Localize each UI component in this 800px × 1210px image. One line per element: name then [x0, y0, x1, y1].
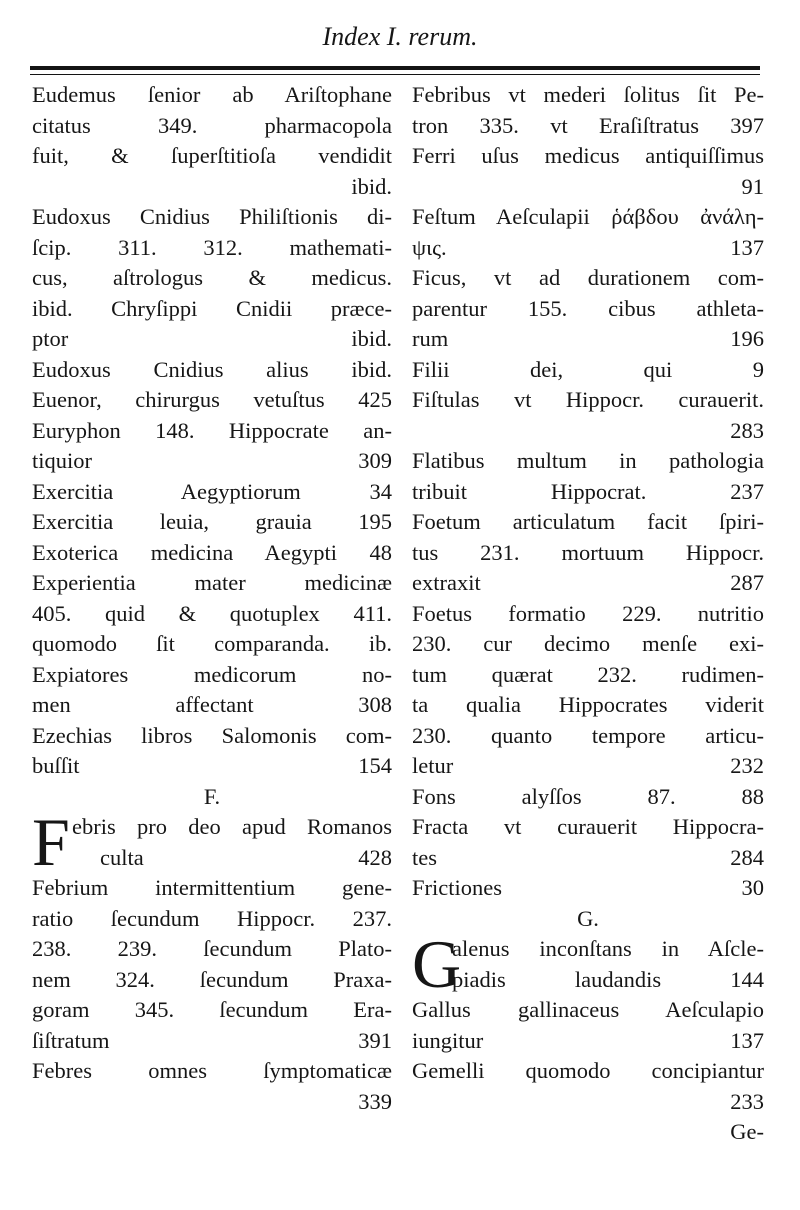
index-entry — [412, 446, 764, 507]
entry-line — [32, 477, 392, 508]
entry-text: tribuit Hippocrat. — [412, 478, 647, 504]
page-ref: 309 — [358, 448, 392, 473]
entry-line: goram 345. ſecundum Era- — [32, 997, 392, 1022]
page-ref: 34 — [369, 478, 392, 504]
entry-line: Eudoxus Cnidius Philiſtionis di- — [32, 204, 392, 229]
index-entry — [32, 568, 392, 660]
index-entry — [412, 385, 764, 446]
dropcap-entry — [412, 926, 765, 1002]
index-entry — [412, 995, 764, 1056]
dropcap-letter: G — [412, 926, 462, 1002]
entry-line — [412, 873, 764, 904]
page-ref: 9 — [752, 356, 764, 382]
entry-line — [412, 751, 764, 782]
page-ref: 233 — [730, 1088, 764, 1114]
index-entry — [412, 80, 764, 141]
section-heading-f: F. — [203, 783, 221, 809]
entry-line: tum quærat 232. rudimen- — [412, 661, 764, 687]
page-ref: 339 — [358, 1088, 392, 1114]
entry-line: Fiſtulas vt Hippocr. curauerit. — [412, 387, 764, 412]
page-ref: 48 — [369, 539, 392, 565]
index-entry — [32, 538, 392, 569]
entry-line — [412, 782, 765, 813]
entry-line: ta qualia Hippocrates viderit — [412, 692, 764, 717]
page-ref: 137 — [730, 234, 764, 260]
page-ref: 283 — [730, 417, 764, 443]
entry-text: Frictiones — [412, 875, 502, 900]
entry-line: 405. quid & quotuplex 411. — [32, 600, 392, 626]
header-rule-thin — [30, 74, 760, 75]
entry-text: letur — [412, 753, 454, 778]
entry-line — [32, 751, 392, 782]
entry-line — [32, 446, 392, 477]
entry-line: fuit, & ſuperſtitioſa vendidit — [32, 143, 392, 168]
entry-line: citatus 349. pharmacopola — [32, 112, 392, 138]
entry-text: tiquior — [32, 448, 92, 473]
page-ref: 196 — [730, 326, 764, 351]
index-entry — [32, 80, 392, 202]
entry-line: nem 324. ſecundum Praxa- — [32, 966, 392, 992]
index-entry — [412, 812, 764, 873]
entry-line — [32, 538, 392, 569]
entry-line: Flatibus multum in pathologia — [412, 448, 764, 473]
page-ref: ibid. — [351, 356, 393, 382]
index-entry — [32, 1056, 392, 1117]
entry-line — [72, 843, 392, 874]
entry-text: men affectant — [32, 692, 254, 717]
page-ref: 284 — [730, 844, 764, 870]
entry-line: tron 335. vt Eraſiſtratus 397 — [412, 112, 764, 138]
page-ref: 308 — [358, 692, 393, 717]
index-entry — [32, 477, 392, 508]
index-entry — [412, 507, 764, 599]
index-entry — [412, 599, 764, 782]
entry-text: Exercitia leuia, grauia — [32, 509, 312, 534]
index-entry — [412, 1056, 764, 1117]
entry-line: Febres omnes ſymptomaticæ — [32, 1058, 392, 1083]
entry-text: buſſit — [32, 753, 80, 778]
index-entry — [32, 416, 392, 477]
entry-text: culta — [100, 844, 144, 870]
index-entry — [412, 141, 764, 202]
entry-line: Euryphon 148. Hippocrate an- — [32, 417, 392, 443]
page-ref: 30 — [741, 875, 764, 900]
entry-line: Febrium intermittentium gene- — [32, 875, 392, 900]
entry-text: iungitur — [412, 1027, 484, 1053]
entry-line: Foetus formatio 229. nutritio — [412, 600, 764, 626]
entry-line — [412, 477, 764, 508]
page-ref: 195 — [358, 509, 392, 534]
entry-line: Foetum articulatum facit ſpiri- — [412, 509, 764, 534]
page-ref: 237 — [730, 478, 764, 504]
entry-text: extraxit — [412, 570, 481, 595]
entry-line — [452, 965, 764, 996]
entry-text: Exercitia Aegyptiorum — [32, 478, 301, 504]
index-entry — [412, 263, 764, 355]
entry-line: Feſtum Aeſculapii ῥάβδου ἀνάλη- — [412, 204, 764, 229]
entry-line — [412, 233, 764, 264]
entry-line: Eudemus ſenior ab Ariſtophane — [32, 82, 392, 107]
catchword: Ge- — [730, 1119, 764, 1144]
left-column — [32, 80, 392, 1117]
entry-text: Filii dei, qui — [412, 356, 673, 382]
index-entry — [32, 385, 392, 416]
entry-line — [32, 507, 392, 538]
entry-line: Expiatores medicorum no- — [32, 661, 392, 687]
entry-line: Gallus gallinaceus Aeſculapio — [412, 997, 764, 1022]
index-entry — [32, 721, 392, 782]
index-entry — [32, 202, 392, 355]
index-entry — [412, 782, 764, 813]
index-entry — [412, 355, 764, 386]
entry-text: Fons alyſſos — [412, 783, 582, 809]
entry-line: quomodo ſit comparanda. ib. — [32, 631, 392, 656]
dropcap-letter: F — [32, 804, 70, 880]
entry-line: ebris pro deo apud Romanos — [72, 814, 392, 839]
page-ref: ibid. — [351, 173, 392, 199]
entry-text: Eudoxus Cnidius alius — [32, 356, 309, 382]
dropcap-entry — [32, 804, 392, 880]
entry-line: tus 231. mortuum Hippocr. — [412, 539, 764, 565]
page-ref: 137 — [730, 1027, 764, 1053]
entry-line — [412, 843, 764, 874]
entry-line: Ficus, vt ad durationem com- — [412, 265, 764, 290]
index-entry — [412, 202, 764, 263]
header-rule — [30, 66, 760, 70]
entry-line: Ferri uſus medicus antiquiſſimus — [412, 143, 764, 168]
entry-line — [412, 355, 764, 386]
index-entry — [32, 873, 392, 1056]
entry-line: ibid. Chryſippi Cnidii præce- — [32, 295, 392, 321]
page-ref: 144 — [730, 966, 765, 992]
entry-text: piadis laudandis — [452, 966, 662, 992]
index-entry — [32, 355, 392, 386]
entry-line — [32, 1026, 392, 1057]
section-heading-g: G. — [577, 905, 599, 931]
entry-line: 230. quanto tempore articu- — [412, 722, 764, 748]
entry-line — [32, 355, 393, 386]
page-ref: ibid. — [351, 326, 392, 351]
entry-line: Euenor, chirurgus vetuſtus 425 — [32, 387, 392, 412]
entry-line: 238. 239. ſecundum Plato- — [32, 936, 392, 961]
entry-line: Febribus vt mederi ſolitus ſit Pe- — [412, 82, 764, 107]
entry-line: 230. cur decimo menſe exi- — [412, 631, 764, 656]
entry-text: tes — [412, 844, 437, 870]
entry-line: Gemelli quomodo concipiantur — [412, 1058, 764, 1083]
entry-line: Ezechias libros Salomonis com- — [32, 722, 392, 748]
entry-line: cus, aſtrologus & medicus. — [32, 265, 392, 290]
page-ref: 287 — [730, 570, 764, 595]
index-entry — [412, 873, 764, 904]
entry-line: ratio ſecundum Hippocr. 237. — [32, 905, 392, 931]
entry-line: alenus inconſtans in Aſcle- — [452, 936, 764, 961]
entry-text: ſiſtratum — [32, 1027, 110, 1053]
entry-line: Fracta vt curauerit Hippocra- — [412, 814, 764, 839]
entry-text: Exoterica medicina Aegypti — [32, 539, 337, 565]
page-ref: 428 — [358, 844, 392, 870]
index-entry — [32, 507, 392, 538]
entry-line — [32, 690, 393, 721]
entry-line — [32, 324, 392, 355]
entry-text: ψις. — [412, 234, 447, 260]
running-head: Index I. rerum. — [322, 22, 478, 51]
entry-line: Experientia mater medicinæ — [32, 570, 392, 595]
right-column — [412, 80, 764, 1148]
entry-line: ſcip. 311. 312. mathemati- — [32, 234, 392, 260]
entry-line — [412, 1026, 764, 1057]
page-ref: 154 — [358, 753, 392, 778]
page-ref: 232 — [730, 753, 764, 778]
entry-text: ptor — [32, 326, 69, 351]
entry-line — [412, 324, 764, 355]
page-ref: 87. 88 — [647, 783, 765, 809]
entry-line: parentur 155. cibus athleta- — [412, 295, 764, 321]
page-ref: 391 — [358, 1027, 392, 1053]
entry-line — [412, 568, 764, 599]
index-entry — [32, 660, 392, 721]
entry-text: rum — [412, 326, 449, 351]
page-ref: 91 — [741, 173, 764, 199]
